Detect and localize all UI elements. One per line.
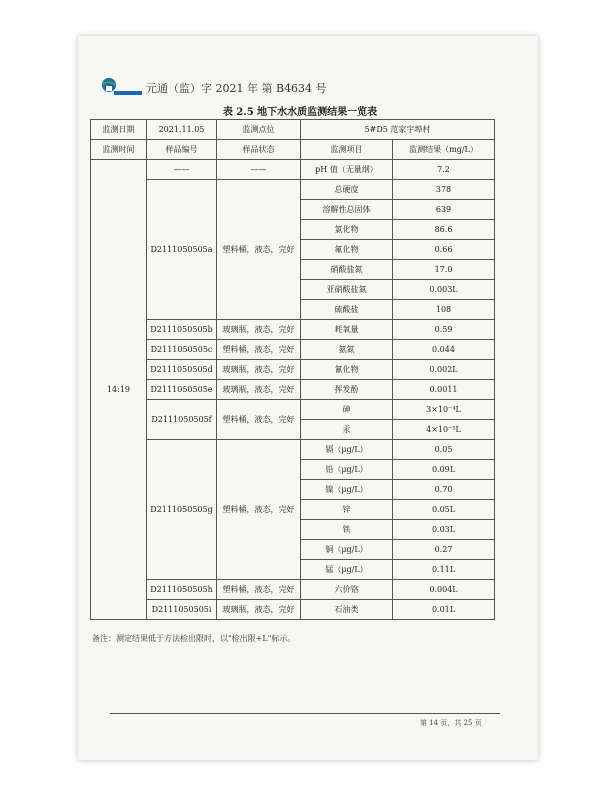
item-cell: 硝酸盐氮: [301, 260, 393, 280]
header-cell: 样品状态: [217, 140, 301, 160]
document-number: 元通（监）字 2021 年 第 B4634 号: [146, 82, 327, 95]
sample-id-cell: D2111050505e: [147, 380, 217, 400]
sample-id-cell: D2111050505i: [147, 600, 217, 620]
result-cell: 0.05L: [393, 500, 495, 520]
result-cell: 0.70: [393, 480, 495, 500]
table-row: [91, 180, 495, 200]
result-cell: 0.66: [393, 240, 495, 260]
sample-id-cell: D2111050505d: [147, 360, 217, 380]
sample-state-cell: 玻璃瓶，液态，完好: [217, 320, 301, 340]
result-cell: 0.27: [393, 540, 495, 560]
table-row: [91, 120, 495, 140]
result-cell: 0.05: [393, 440, 495, 460]
table-row: [91, 360, 495, 380]
sample-id-cell: D2111050505g: [147, 440, 217, 580]
result-cell: 108: [393, 300, 495, 320]
result-cell: 0.004L: [393, 580, 495, 600]
header-cell: 监测结果（mg/L）: [393, 140, 495, 160]
document-header: [100, 76, 500, 100]
table-row: [91, 600, 495, 620]
point-value: 5#D5 范家宇埠村: [301, 120, 495, 140]
item-cell: 硫酸盐: [301, 300, 393, 320]
item-cell: 铁: [301, 520, 393, 540]
item-cell: 氨氮: [301, 340, 393, 360]
item-cell: 溶解性总固体: [301, 200, 393, 220]
item-cell: 锰（μg/L）: [301, 560, 393, 580]
sample-id-cell: D2111050505c: [147, 340, 217, 360]
item-cell: 镍（μg/L）: [301, 480, 393, 500]
result-cell: 86.6: [393, 220, 495, 240]
header-cell: 监测项目: [301, 140, 393, 160]
result-cell: 378: [393, 180, 495, 200]
sample-state-cell: 塑料桶，液态，完好: [217, 400, 301, 440]
item-cell: 锌: [301, 500, 393, 520]
table-row: [91, 340, 495, 360]
table-row: [91, 160, 495, 180]
sample-state-cell: 塑料桶，液态，完好: [217, 340, 301, 360]
header-cell: 样品编号: [147, 140, 217, 160]
result-cell: 0.01L: [393, 600, 495, 620]
result-cell: 7.2: [393, 160, 495, 180]
header-cell: 监测日期: [91, 120, 147, 140]
table-row: [91, 580, 495, 600]
result-cell: 17.0: [393, 260, 495, 280]
item-cell: 石油类: [301, 600, 393, 620]
result-cell: 0.09L: [393, 460, 495, 480]
item-cell: 铅（μg/L）: [301, 460, 393, 480]
result-cell: 639: [393, 200, 495, 220]
result-cell: 0.003L: [393, 280, 495, 300]
item-cell: 六价铬: [301, 580, 393, 600]
item-cell: 挥发酚: [301, 380, 393, 400]
sample-id-cell: D2111050505f: [147, 400, 217, 440]
table-title: 表 2.5 地下水水质监测结果一览表: [222, 107, 378, 118]
result-cell: 0.11L: [393, 560, 495, 580]
sample-state-cell: 玻璃瓶，液态，完好: [217, 360, 301, 380]
sample-state-cell: 玻璃瓶，液态，完好: [217, 380, 301, 400]
item-cell: 氯化物: [301, 220, 393, 240]
item-cell: 氰化物: [301, 360, 393, 380]
item-cell: 氟化物: [301, 240, 393, 260]
sample-state-cell: 玻璃瓶，液态，完好: [217, 600, 301, 620]
time-value: 14:19: [91, 160, 147, 620]
company-logo: [100, 76, 144, 100]
result-cell: 0.044: [393, 340, 495, 360]
table-row: [91, 380, 495, 400]
sample-id-cell: D2111050505a: [147, 180, 217, 320]
result-cell: 3×10⁻⁴L: [393, 400, 495, 420]
footnote: 备注：测定结果低于方法检出限时，以"检出限+L"标示。: [92, 634, 296, 643]
sample-id-cell: ——: [147, 160, 217, 180]
item-cell: 总硬度: [301, 180, 393, 200]
sample-state-cell: 塑料桶，液态，完好: [217, 440, 301, 580]
item-cell: 铜（μg/L）: [301, 540, 393, 560]
result-cell: 0.59: [393, 320, 495, 340]
table-row: [91, 400, 495, 420]
item-cell: pH 值（无量纲）: [301, 160, 393, 180]
result-cell: 0.0011: [393, 380, 495, 400]
table-row: [91, 140, 495, 160]
result-cell: 4×10⁻⁵L: [393, 420, 495, 440]
result-cell: 0.03L: [393, 520, 495, 540]
date-value: 2021.11.05: [147, 120, 217, 140]
header-cell: 监测时间: [91, 140, 147, 160]
footer-divider: [110, 713, 500, 714]
item-cell: 耗氧量: [301, 320, 393, 340]
sample-state-cell: 塑料桶，液态，完好: [217, 180, 301, 320]
table-row: [91, 440, 495, 460]
header-cell: 监测点位: [217, 120, 301, 140]
result-cell: 0.002L: [393, 360, 495, 380]
page-number: 第 14 页，共 25 页: [420, 719, 482, 727]
water-quality-table: [90, 119, 495, 620]
sample-state-cell: ——: [217, 160, 301, 180]
sample-id-cell: D2111050505b: [147, 320, 217, 340]
table-row: [91, 320, 495, 340]
sample-id-cell: D2111050505h: [147, 580, 217, 600]
item-cell: 亚硝酸盐氮: [301, 280, 393, 300]
item-cell: 汞: [301, 420, 393, 440]
item-cell: 砷: [301, 400, 393, 420]
sample-state-cell: 塑料桶，液态，完好: [217, 580, 301, 600]
item-cell: 镉（μg/L）: [301, 440, 393, 460]
